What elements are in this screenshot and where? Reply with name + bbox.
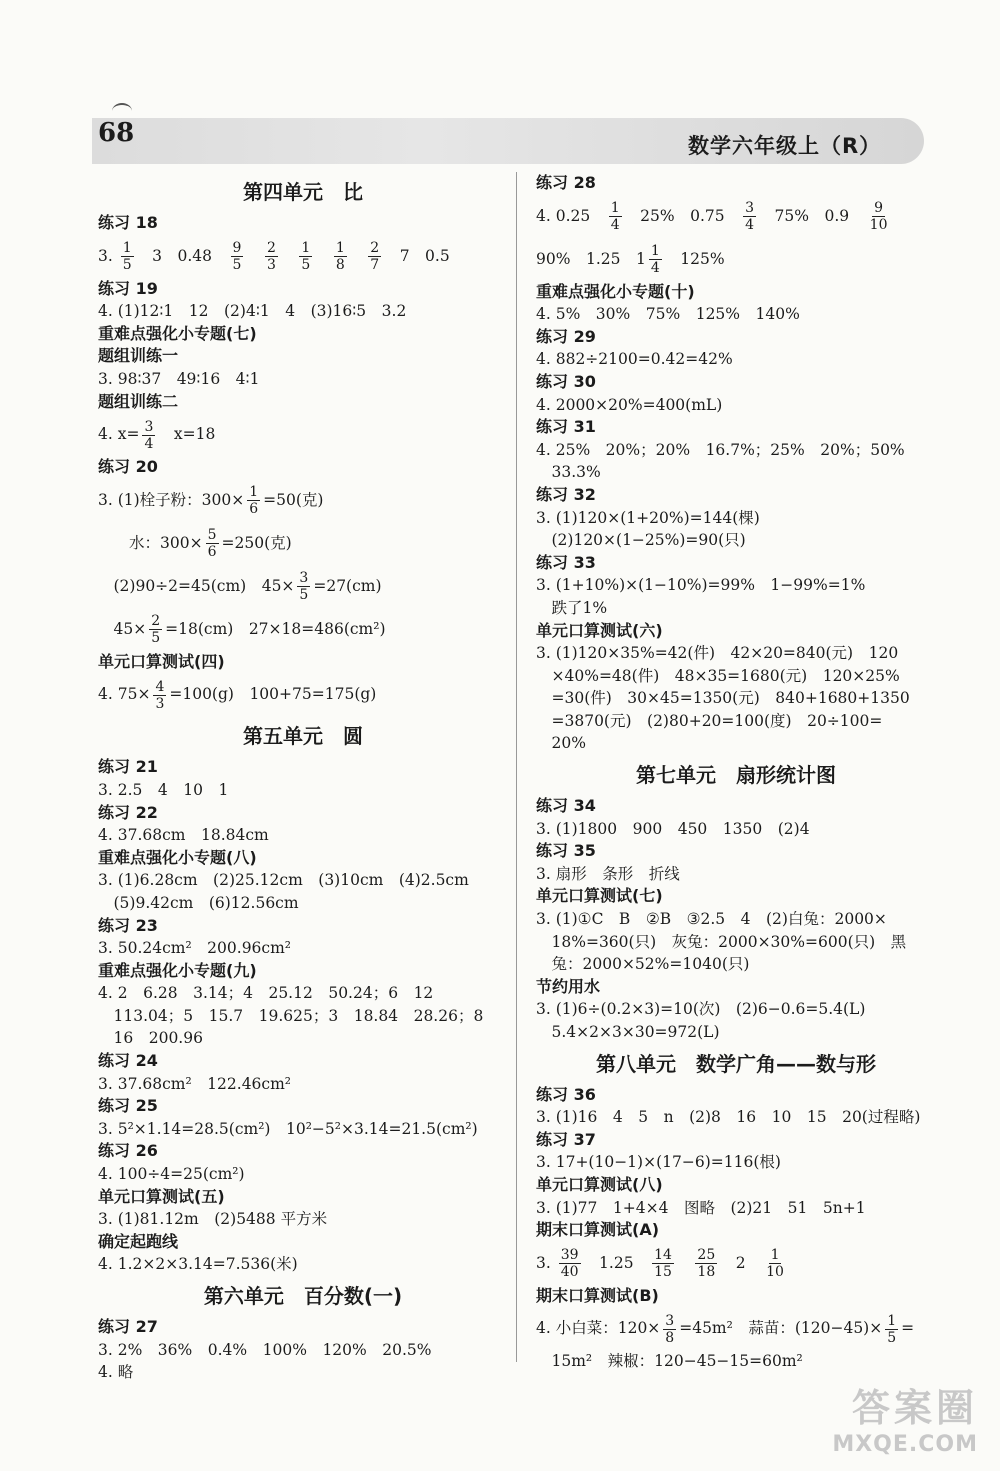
answer-line: 4. (1)12∶1 12 (2)4∶1 4 (3)16∶5 3.2: [98, 302, 407, 321]
section-heading: 题组训练二: [98, 391, 179, 411]
section-heading: 期末口算测试(B): [536, 1285, 659, 1305]
section-heading: 节约用水: [536, 976, 601, 996]
fraction: $\frac{14}{15}$: [654, 1247, 672, 1281]
fraction: $\frac{1}{5}$: [122, 240, 132, 274]
answer-text: =250(克): [221, 533, 292, 552]
section-heading: 重难点强化小专题(十): [536, 281, 695, 301]
unit-heading: 第七单元 扇形统计图: [636, 763, 836, 788]
watermark-text: 答案圈: [851, 1386, 978, 1430]
section-heading: 练习 26: [98, 1141, 158, 1161]
answer-text: [350, 247, 366, 265]
section-heading: 练习 25: [98, 1096, 158, 1116]
answer-line: 4. 5% 30% 75% 125% 140%: [536, 305, 800, 324]
fraction: $\frac{1}{5}$: [887, 1312, 897, 1346]
answer-text: 4. 75×: [98, 685, 151, 704]
answer-line: 3. 扇形 条形 折线: [536, 864, 680, 883]
answer-text: (2)90÷2=45(cm) 45×: [98, 576, 295, 595]
answer-text: 3.: [536, 1253, 556, 1272]
section-heading: 确定起跑线: [98, 1231, 179, 1251]
answer-line: 3. (1)81.12m (2)5488 平方米: [98, 1210, 328, 1229]
section-heading: 单元口算测试(四): [98, 651, 225, 671]
fraction: $\frac{1}{4}$: [650, 243, 660, 277]
fraction: $\frac{1}{4}$: [610, 200, 620, 234]
answer-text: x=18: [158, 425, 216, 444]
answer-text: =50(克): [263, 490, 324, 509]
answer-text: [246, 247, 262, 265]
section-heading: 练习 19: [98, 278, 158, 298]
section-heading: 练习 23: [98, 915, 158, 935]
answer-line: 4. 37.68cm 18.84cm: [98, 826, 269, 845]
answer-line: 4. 100÷4=25(cm²): [98, 1165, 245, 1184]
section-heading: 练习 34: [536, 796, 596, 816]
answer-line: [98, 565, 508, 608]
answer-text: [281, 247, 297, 265]
answer-line: 18%=360(只) 灰兔：2000×30%=600(只) 黑: [536, 932, 907, 951]
fraction: $\frac{1}{10}$: [766, 1247, 784, 1281]
section-heading: 练习 36: [536, 1084, 596, 1104]
apple-icon: [112, 103, 132, 119]
answer-line: 3. (1)120×(1+20%)=144(棵): [536, 508, 760, 527]
section-heading: 题组训练一: [98, 346, 179, 366]
fraction: $\frac{9}{10}$: [869, 200, 888, 234]
fraction: $\frac{1}{6}$: [249, 484, 259, 518]
answer-text: 3. (1)栓子粉：300×: [98, 490, 245, 509]
answer-line: [98, 413, 508, 456]
answer-line: 4. 2 6.28 3.14；4 25.12 50.24；6 12: [98, 984, 434, 1003]
answer-line: 3. 2.5 4 10 1: [98, 780, 229, 799]
section-heading: 练习 37: [536, 1129, 596, 1149]
answer-line: 3. (1)16 4 5 n (2)8 16 10 15 20(过程略): [536, 1108, 921, 1127]
answer-line: 3. (1)120×35%=42(件) 42×20=840(元) 120: [536, 644, 899, 663]
answer-line: 3. (1)6÷(0.2×3)=10(次) (2)6−0.6=5.4(L): [536, 1000, 866, 1019]
answer-line: (2)120×(1−25%)=90(只): [536, 531, 746, 550]
column-divider: [516, 172, 517, 1362]
watermark-logo: [798, 1377, 978, 1465]
answer-text: 3 0.48: [136, 246, 228, 265]
unit-heading: 第四单元 比: [243, 180, 363, 204]
section-heading: 练习 27: [98, 1317, 158, 1336]
answer-text: 4. x=: [98, 425, 140, 444]
answer-text: =: [901, 1319, 915, 1338]
fraction: $\frac{39}{40}$: [560, 1247, 579, 1281]
answer-line: 3. (1)1800 900 450 1350 (2)4: [536, 819, 810, 838]
page-number: 68: [98, 118, 135, 148]
answer-line: 兔：2000×52%=1040(只): [536, 955, 750, 974]
section-heading: 重难点强化小专题(七): [98, 323, 257, 343]
answer-line: ×40%=48(件) 48×35=1680(元) 120×25%: [536, 666, 900, 685]
answer-text: =18(cm) 27×18=486(cm²): [165, 619, 386, 638]
section-heading: 练习 35: [536, 841, 596, 861]
answer-line: 跌了1%: [536, 598, 608, 617]
answer-line: 16 200.96: [98, 1029, 203, 1048]
answer-line: 3. 50.24cm² 200.96cm²: [98, 939, 292, 958]
fraction: $\frac{5}{6}$: [207, 527, 217, 561]
answer-line: [98, 673, 508, 716]
answer-line: 4. 25% 20%；20% 16.7%；25% 20%；50%: [536, 440, 905, 459]
section-heading: 练习 24: [98, 1051, 158, 1071]
section-heading: 重难点强化小专题(九): [98, 960, 257, 980]
answer-line: [98, 235, 508, 278]
answer-text: 45×: [98, 619, 147, 638]
section-heading: 单元口算测试(六): [536, 620, 663, 640]
answer-text: 25% 0.75: [624, 206, 741, 225]
answer-line: 4. 略: [98, 1363, 134, 1382]
section-heading: 单元口算测试(八): [536, 1174, 663, 1194]
answer-text: 90% 1.25 1: [536, 249, 646, 268]
section-heading: 练习 20: [98, 457, 158, 477]
answer-text: 2: [720, 1253, 762, 1272]
answer-text: 7 0.5: [384, 246, 450, 265]
section-heading: 练习 33: [536, 552, 596, 572]
section-heading: 单元口算测试(七): [536, 886, 663, 906]
answer-line: =3870(元) (2)80+20=100(度) 20÷100=: [536, 711, 883, 730]
answer-text: 4. 小白菜：120×: [536, 1319, 661, 1338]
answer-line: [536, 238, 936, 281]
answer-line: (5)9.42cm (6)12.56cm: [98, 893, 299, 912]
right-column: [536, 172, 936, 1373]
answer-line: 33.3%: [536, 463, 601, 482]
answer-line: 113.04；5 15.7 19.625；3 18.84 28.26；8: [98, 1006, 484, 1025]
left-column: [98, 172, 508, 1384]
section-heading: 练习 18: [98, 213, 158, 232]
answer-line: =30(件) 30×45=1350(元) 840+1680+1350: [536, 689, 910, 708]
answer-line: [98, 479, 508, 522]
section-heading: 练习 28: [536, 173, 596, 192]
answer-text: [315, 247, 331, 265]
answer-line: 3. 37.68cm² 122.46cm²: [98, 1074, 292, 1093]
watermark-url: MXQE.COM: [832, 1432, 978, 1457]
answer-text: [677, 1254, 693, 1272]
fraction: $\frac{3}{5}$: [299, 570, 309, 604]
answer-text: 3.: [98, 246, 118, 265]
fraction: $\frac{3}{4}$: [144, 418, 154, 452]
answer-text: 4. 0.25: [536, 206, 606, 225]
answer-line: 4. 1.2×2×3.14=7.536(米): [98, 1255, 298, 1274]
answer-line: 4. 2000×20%=400(mL): [536, 395, 723, 414]
fraction: $\frac{3}{8}$: [665, 1312, 675, 1346]
answer-text: =100(g) 100+75=175(g): [169, 685, 377, 704]
answer-line: 5.4×2×3×30=972(L): [536, 1023, 720, 1041]
answer-line: 3. (1)①C B ②B ③2.5 4 (2)白兔：2000×: [536, 910, 887, 929]
unit-heading: 第八单元 数学广角——数与形: [596, 1051, 876, 1076]
fraction: $\frac{25}{18}$: [697, 1247, 716, 1281]
answer-line: 3. (1)77 1+4×4 图略 (2)21 51 5n+1: [536, 1198, 866, 1217]
answer-line: [536, 1242, 936, 1285]
answer-line: 15m² 辣椒：120−45−15=60m²: [536, 1352, 803, 1371]
fraction: $\frac{2}{7}$: [370, 240, 380, 274]
fraction: $\frac{1}{5}$: [301, 240, 311, 274]
section-heading: 重难点强化小专题(八): [98, 847, 257, 867]
answer-line: [536, 1307, 936, 1350]
section-heading: 练习 29: [536, 326, 596, 346]
fraction: $\frac{2}{3}$: [266, 240, 276, 274]
answer-line: [98, 522, 508, 565]
unit-heading: 第五单元 圆: [243, 724, 363, 749]
fraction: $\frac{1}{8}$: [335, 240, 345, 274]
answer-line: [98, 608, 508, 651]
section-heading: 练习 30: [536, 371, 596, 391]
answer-line: 3. 17+(10−1)×(17−6)=116(根): [536, 1153, 781, 1172]
answer-line: 3. 98∶37 49∶16 4∶1: [98, 369, 260, 388]
answer-line: 20%: [536, 734, 586, 753]
answer-text: 水：300×: [98, 533, 203, 552]
section-heading: 练习 31: [536, 417, 596, 437]
section-heading: 练习 21: [98, 757, 158, 777]
answer-text: 125%: [664, 249, 725, 268]
answer-line: 3. 5²×1.14=28.5(cm²) 10²−5²×3.14=21.5(cm²): [98, 1119, 478, 1138]
fraction: $\frac{2}{5}$: [151, 613, 161, 647]
section-heading: 期末口算测试(A): [536, 1220, 660, 1240]
fraction: $\frac{3}{4}$: [745, 200, 755, 234]
fraction: $\frac{9}{5}$: [232, 240, 242, 274]
answer-line: 3. 2% 36% 0.4% 100% 120% 20.5%: [98, 1340, 432, 1359]
fraction: $\frac{4}{3}$: [155, 678, 165, 712]
answer-text: =45m² 蒜苗：(120−45)×: [679, 1319, 883, 1338]
answer-line: 3. (1+10%)×(1−10%)=99% 1−99%=1%: [536, 576, 866, 595]
answer-line: 3. (1)6.28cm (2)25.12cm (3)10cm (4)2.5cm: [98, 871, 469, 890]
book-title: 数学六年级上（R）: [688, 134, 882, 158]
unit-heading: 第六单元 百分数(一): [203, 1284, 403, 1308]
section-heading: 练习 22: [98, 802, 158, 822]
answer-line: [536, 195, 936, 238]
answer-text: 75% 0.9: [759, 206, 865, 225]
answer-text: 1.25: [583, 1253, 650, 1272]
answer-line: 4. 882÷2100=0.42=42%: [536, 350, 733, 369]
section-heading: 练习 32: [536, 484, 596, 504]
section-heading: 单元口算测试(五): [98, 1186, 225, 1206]
answer-text: =27(cm): [313, 576, 382, 595]
